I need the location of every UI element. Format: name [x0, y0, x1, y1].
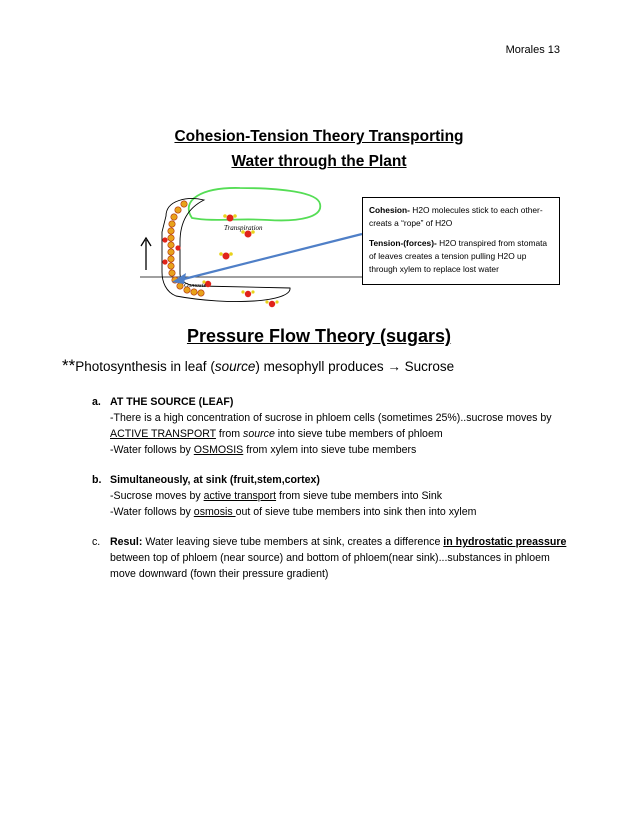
leaf-outline — [189, 188, 321, 220]
title-line-2: Water through the Plant — [231, 153, 407, 170]
item-heading: AT THE SOURCE (LEAF) — [110, 396, 234, 408]
item-text: from sieve tube members into Sink — [276, 490, 443, 502]
item-line — [110, 442, 572, 458]
transpiration-label: Transpiration — [224, 224, 263, 232]
page-header: Morales 13 — [505, 44, 560, 56]
osmosis-label: Osmosis — [184, 282, 207, 289]
title-line-1: Cohesion-Tension Theory Transporting — [174, 128, 464, 145]
list-marker: c. — [92, 536, 101, 548]
lead-line — [62, 356, 454, 376]
item-text: -Sucrose moves by — [110, 490, 204, 502]
list-item-a — [92, 394, 572, 458]
item-text: between top of phloem (near source) and bottom of phloem(near sink)...substances in phloem move downward (fown their pressure gradient) — [110, 552, 550, 580]
list-marker: a. — [92, 396, 101, 408]
item-text: into sieve tube members of phloem — [274, 428, 443, 440]
upward-arrow-icon — [141, 238, 151, 270]
section-title: Pressure Flow Theory (sugars) — [186, 326, 452, 346]
cohesion-tension-callout — [362, 197, 560, 285]
item-underlined-text: in hydrostatic preassure — [443, 536, 567, 548]
right-arrow-icon: → — [387, 359, 401, 374]
cohesion-tension-diagram — [140, 182, 370, 324]
lead-source: source — [214, 359, 256, 374]
item-text: from — [215, 428, 244, 440]
lead-text-1: Photosynthesis in leaf ( — [75, 359, 215, 374]
item-text: from xylem into sieve tube members — [243, 444, 417, 456]
process-list — [92, 394, 572, 596]
tension-text: H2O transpired from stomata of leaves creates a tension pulling H2O up through xylem to replace lost water — [369, 238, 548, 274]
item-underlined-text: OSMOSIS — [193, 444, 244, 456]
cohesion-definition — [369, 204, 553, 230]
item-heading: Resul: — [110, 536, 143, 548]
item-text: out of sieve tube members into sink then into xylem — [235, 506, 477, 518]
item-heading: Simultaneously, at sink (fruit,stem,cortex) — [110, 474, 320, 486]
item-text: Water leaving sieve tube members at sink, creates a difference — [142, 536, 444, 548]
lead-text-3: Sucrose — [400, 359, 455, 374]
item-underlined-text: osmosis — [193, 506, 236, 518]
page-title — [0, 124, 638, 174]
list-item-c — [92, 534, 572, 582]
lead-text-2: ) mesophyll produces — [255, 359, 388, 374]
cohesion-term: Cohesion- — [369, 205, 410, 215]
item-line — [110, 504, 572, 520]
lead-stars: ** — [62, 356, 76, 375]
item-underlined-text: active transport — [203, 490, 277, 502]
list-marker: b. — [92, 474, 102, 486]
item-text: -Water follows by — [110, 444, 194, 456]
cohesion-text: H2O molecules stick to each other-creats a “rope” of H2O — [369, 205, 543, 228]
item-line — [110, 410, 572, 442]
tension-term: Tension-(forces)- — [369, 238, 437, 248]
tension-definition — [369, 237, 553, 276]
item-line — [110, 534, 572, 582]
item-italic-text: source — [243, 428, 275, 440]
item-underlined-text: ACTIVE TRANSPORT — [110, 428, 216, 440]
item-line — [110, 488, 572, 504]
item-text: -There is a high concentration of sucrose in phloem cells (sometimes 25%)..sucrose moves by — [110, 412, 552, 424]
pointer-arrow-icon — [172, 234, 362, 284]
item-text: -Water follows by — [110, 506, 194, 518]
list-item-b — [92, 472, 572, 520]
